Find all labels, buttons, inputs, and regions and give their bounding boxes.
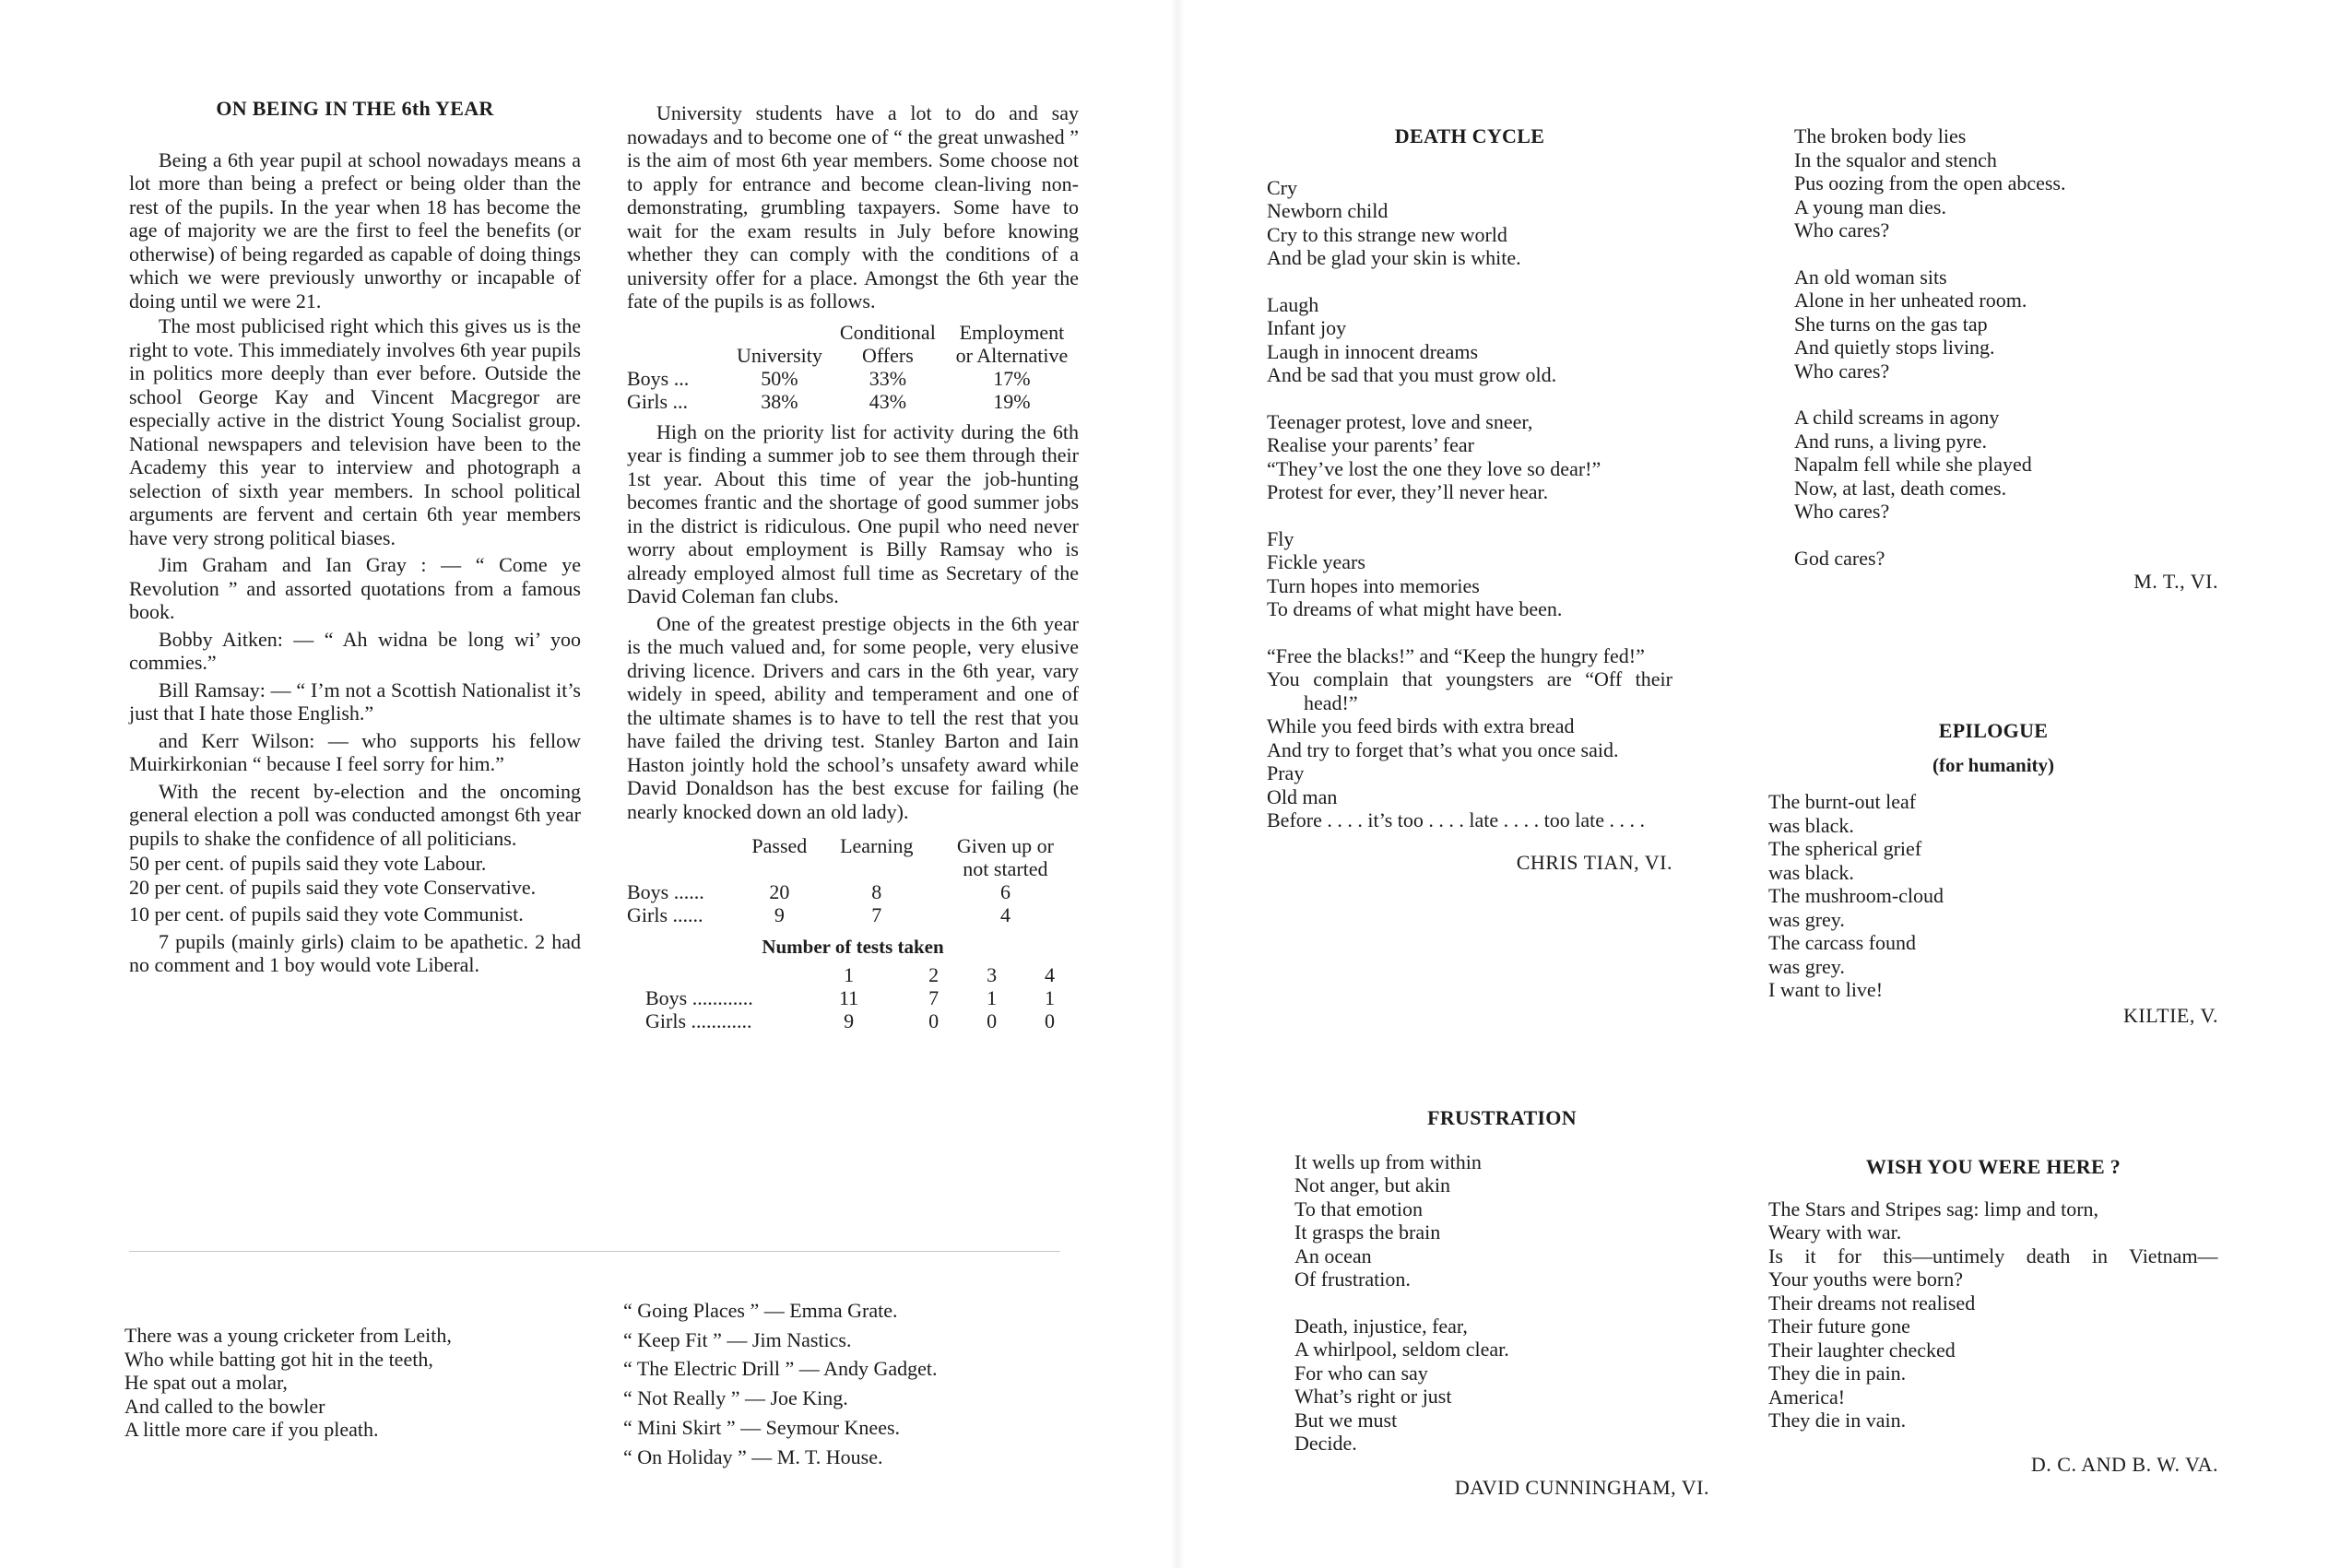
poem-line: She turns on the gas tap <box>1794 312 1988 336</box>
table-cell: 7 <box>928 985 940 1009</box>
poem-title: WISH YOU WERE HERE ? <box>1865 1155 2122 1178</box>
poem-line: was black. <box>1768 860 1854 884</box>
row-label: Boys ...... <box>627 880 704 903</box>
poem-line: Is it for this—untimely death in Vietnam— <box>1768 1244 2218 1267</box>
poem-line: The burnt-out leaf <box>1768 790 1917 813</box>
article-paragraph: University students have a lot to do and say nowadays and to become one of “ the great unwashed ” is the aim of most 6th year members. Some choose not to apply for entrance and become clean-living non-demonstrating, grumbling taxpayers. Some have to wait for the exam results in July before knowing whether they can comply with the conditions of a university offer for a place. Amongst the 6th year the fate of the pupils is as follows. <box>627 101 1079 312</box>
poem-line: Newborn child <box>1267 199 1389 222</box>
table-cell: 8 <box>871 880 882 903</box>
poem-line: Old man <box>1267 784 1338 808</box>
limerick-line: A little more care if you pleath. <box>124 1418 379 1441</box>
poem-line: America! <box>1768 1385 1846 1409</box>
poem-line: And quietly stops living. <box>1794 336 1995 359</box>
poem-author: D. C. AND B. W. VA. <box>2030 1452 2218 1476</box>
poem-line: Infant joy <box>1267 316 1347 339</box>
poem-line: In the squalor and stench <box>1794 147 1997 171</box>
poem-line: Alone in her unheated room. <box>1794 289 2027 312</box>
table-header: not started <box>963 857 1048 880</box>
table-cell: 9 <box>774 903 785 926</box>
table-cell: 11 <box>839 985 859 1009</box>
poem-stanza <box>1768 1197 2218 1432</box>
poem-line: Decide. <box>1294 1432 1357 1455</box>
poll-line: 50 per cent. of pupils said they vote Labour. <box>129 852 487 875</box>
poem-stanza <box>1794 124 2218 242</box>
poem-line: The mushroom-cloud <box>1768 884 1944 907</box>
table-header: Given up or <box>956 834 1054 857</box>
table-header-row <box>627 321 1079 344</box>
death-cycle-poem <box>1267 124 1672 874</box>
poem-line: And try to forget that’s what you once said. <box>1267 737 1619 761</box>
table-row <box>627 367 1079 390</box>
epilogue-poem <box>1768 719 2218 1027</box>
table-cell: 1 <box>987 985 998 1009</box>
poem-stanza <box>1267 293 1672 387</box>
poem-subtitle: (for humanity) <box>1932 753 2055 776</box>
poem-line: What’s right or just <box>1294 1385 1452 1408</box>
poem-line: The Stars and Stripes sag: limp and torn, <box>1768 1197 2099 1220</box>
table-cell: 1 <box>1045 985 1056 1009</box>
poem-line: An old woman sits <box>1794 265 1947 289</box>
table-header: Passed <box>751 834 808 857</box>
poem-line: And runs, a living pyre. <box>1794 429 1987 453</box>
poem-line: Not anger, but akin <box>1294 1173 1450 1197</box>
poem-line: Turn hopes into memories <box>1267 573 1480 597</box>
poem-line: Pus oozing from the open abcess. <box>1794 171 2066 195</box>
article-paragraph: With the recent by-election and the oncoming general election a poll was conducted amongst 6th year pupils to shake the confidence of all politicians. <box>129 779 581 850</box>
limerick-line: Who while batting got hit in the teeth, <box>124 1347 433 1371</box>
sixth-year-column-2 <box>627 101 1079 1032</box>
table-header: 3 <box>987 962 998 986</box>
table-header <box>728 321 831 344</box>
limerick <box>124 1324 585 1442</box>
table-cell: 9 <box>844 1008 855 1032</box>
table-header: or Alternative <box>955 343 1069 367</box>
poem-line: They die in vain. <box>1768 1409 1907 1432</box>
poem-line: It wells up from within <box>1294 1149 1482 1173</box>
table-header: University <box>736 343 822 367</box>
poem-line: Napalm fell while she played <box>1794 453 2032 476</box>
poem-line: was black. <box>1768 813 1854 837</box>
row-label: Girls ... <box>627 389 688 413</box>
poem-line: Fickle years <box>1267 550 1365 573</box>
article-paragraph: The most publicised right which this gives us is the right to vote. This immediately involves 6th year pupils in politics more deeply than ever before. Outside the school George Kay and Vincent Macgregor are especially active in the district Young Socialist group. National newspapers and television have been to the Academy this year to interview and photograph a selection of sixth year members. In school political arguments are fervent and certain 6th year members have very strong political biases. <box>129 314 581 549</box>
poem-title: EPILOGUE <box>1938 719 2049 742</box>
table-header-row <box>645 963 1079 986</box>
poem-line: And be glad your skin is white. <box>1267 246 1521 269</box>
table-cell: 20 <box>769 880 790 903</box>
row-label: Girls ............ <box>645 1008 752 1032</box>
quote-paragraph: Bobby Aitken: — “ Ah widna be long wi’ yoo commies.” <box>129 627 581 674</box>
poem-line: A child screams in agony <box>1794 406 2000 429</box>
poem-line: To that emotion <box>1294 1197 1423 1220</box>
quote-paragraph: Jim Graham and Ian Gray : — “ Come ye Revolution ” and assorted quotations from a famous book. <box>129 553 581 623</box>
book-title-line: “ Keep Fit ” — Jim Nastics. <box>623 1327 852 1351</box>
book-title-line: “ Going Places ” — Emma Grate. <box>623 1299 898 1322</box>
table-cell: 19% <box>993 389 1031 413</box>
quote-paragraph: and Kerr Wilson: — who supports his fellow Muirkirkonian “ because I feel sorry for him.” <box>129 728 581 775</box>
poem-line: Realise your parents’ fear <box>1267 433 1474 456</box>
table-cell: 0 <box>987 1008 998 1032</box>
table-row <box>645 986 1079 1009</box>
table-cell: 17% <box>993 366 1031 390</box>
poem-line: And be sad that you must grow old. <box>1267 363 1557 386</box>
table-header: Employment <box>959 320 1065 344</box>
university-fate-table <box>627 321 1079 413</box>
table-header-row <box>627 344 1079 367</box>
table-cell: 4 <box>999 903 1011 926</box>
frustration-poem <box>1294 1106 1709 1499</box>
table-row <box>645 1009 1079 1032</box>
table-header <box>738 857 821 880</box>
limerick-line: And called to the bowler <box>124 1394 325 1418</box>
row-label: Boys ............ <box>645 985 753 1009</box>
book-title-line: “ The Electric Drill ” — Andy Gadget. <box>623 1357 938 1381</box>
book-titles <box>623 1296 1084 1471</box>
article-paragraph: One of the greatest prestige objects in the 6th year is the much valued and, for some people, very elusive driving licence. Drivers and cars in the 6th year, vary widely in speed, ability and temperament and one of the ultimate shames is to have to tell the rest that you have failed the driving test. Stanley Barton and Iain Haston jointly hold the school’s unsafety award while David Donaldson has the best excuse for failing (he nearly knocked down an old lady). <box>627 611 1079 823</box>
table-header: 4 <box>1045 962 1056 986</box>
poem-line: Your youths were born? <box>1768 1267 1964 1291</box>
poem-stanza <box>1267 176 1672 270</box>
row-label: Boys ... <box>627 366 690 390</box>
table-cell: 7 <box>871 903 882 926</box>
poem-line: Death, injustice, fear, <box>1294 1314 1468 1338</box>
poem-line: Their future gone <box>1768 1315 1910 1338</box>
poem-line: God cares? <box>1794 546 1885 570</box>
poem-line: While you feed birds with extra bread <box>1267 714 1575 737</box>
poem-line: was grey. <box>1768 907 1845 931</box>
poem-line: Teenager protest, love and sneer, <box>1267 409 1533 433</box>
table-header: Offers <box>861 343 914 367</box>
poem-line: The spherical grief <box>1768 837 1922 860</box>
limerick-line: There was a young cricketer from Leith, <box>124 1324 452 1347</box>
poem-stanza <box>1267 644 1672 832</box>
poem-line: Laugh <box>1267 292 1319 316</box>
poem-line: Laugh in innocent dreams <box>1267 339 1479 363</box>
poem-line: Cry <box>1267 175 1297 199</box>
poem-author: DAVID CUNNINGHAM, VI. <box>1454 1475 1709 1499</box>
poem-line: I want to live! <box>1768 978 1884 1001</box>
poem-author: KILTIE, V. <box>2123 1003 2218 1027</box>
poem-line: “They’ve lost the one they love so dear!” <box>1267 456 1601 480</box>
sixth-year-column-1 <box>129 97 581 979</box>
poem-line: Their dreams not realised <box>1768 1291 1976 1315</box>
table-header: 1 <box>844 962 855 986</box>
table-cell: 43% <box>869 389 907 413</box>
poem-author: M. T., VI. <box>2133 570 2218 593</box>
poem-line: They die in pain. <box>1768 1362 1907 1385</box>
table-cell: 0 <box>1045 1008 1056 1032</box>
poll-line: 10 per cent. of pupils said they vote Communist. <box>129 902 524 925</box>
poem-line: The broken body lies <box>1794 124 1967 147</box>
page-gutter <box>1171 0 1184 1568</box>
table-row <box>627 903 1079 926</box>
book-title-line: “ Not Really ” — Joe King. <box>623 1386 848 1410</box>
table-cell: 38% <box>761 389 798 413</box>
table-header-row <box>627 834 1079 857</box>
poem-title: FRUSTRATION <box>1427 1106 1577 1129</box>
poem-line: You complain that youngsters are “Off their head!” <box>1267 667 1672 714</box>
poem-stanza <box>1294 1315 1709 1456</box>
table-header-row <box>627 857 1079 880</box>
section-divider <box>129 1251 1060 1252</box>
table-cell: 0 <box>928 1008 940 1032</box>
poem-line: A young man dies. <box>1794 195 1946 218</box>
who-cares-poem <box>1794 124 2218 594</box>
wish-you-were-here-poem <box>1768 1155 2218 1476</box>
poem-stanza <box>1794 406 2218 524</box>
poem-line: A whirlpool, seldom clear. <box>1294 1338 1509 1361</box>
poem-line: Protest for ever, they’ll never hear. <box>1267 480 1549 503</box>
tests-table-title: Number of tests taken <box>762 936 944 958</box>
table-row <box>627 880 1079 903</box>
poll-line: 20 per cent. of pupils said they vote Conservative. <box>129 875 537 899</box>
poem-line: The carcass found <box>1768 931 1917 954</box>
table-header: Conditional <box>839 320 936 344</box>
poem-stanza <box>1267 527 1672 621</box>
table-header <box>821 857 932 880</box>
poem-author: CHRIS TIAN, VI. <box>1516 850 1672 874</box>
poem-line: Fly <box>1267 526 1294 550</box>
row-label: Girls ...... <box>627 903 703 926</box>
poem-line: “Free the blacks!” and “Keep the hungry fed!” <box>1267 643 1645 667</box>
poem-line: Who cares? <box>1794 218 1890 242</box>
poem-line: Weary with war. <box>1768 1220 1902 1244</box>
poem-line: Pray <box>1267 761 1305 784</box>
article-title: ON BEING IN THE 6th YEAR <box>216 97 494 120</box>
poem-line: Cry to this strange new world <box>1267 222 1507 246</box>
poem-line: An ocean <box>1294 1244 1372 1267</box>
poem-line: Of frustration. <box>1294 1267 1411 1291</box>
table-cell: 33% <box>869 366 907 390</box>
table-cell: 50% <box>761 366 798 390</box>
table-row <box>627 390 1079 413</box>
poem-line: was grey. <box>1768 954 1845 978</box>
poem-stanza <box>1794 265 2218 383</box>
article-paragraph: High on the priority list for activity during the 6th year is finding a summer job to see them through their 1st year. About this time of year the job-hunting becomes frantic and the shortage of good summer jobs in the district is ridiculous. One pupil who need never worry about employment is Billy Ramsay who is already employed almost full time as Secretary of the David Coleman fan clubs. <box>627 419 1079 607</box>
limerick-line: He spat out a molar, <box>124 1371 288 1394</box>
quote-paragraph: Bill Ramsay: — “ I’m not a Scottish Nationalist it’s just that I hate those English.” <box>129 678 581 725</box>
poem-stanza <box>1294 1150 1709 1291</box>
table-cell: 6 <box>999 880 1011 903</box>
driving-test-table <box>627 834 1079 926</box>
table-header: 2 <box>928 962 940 986</box>
poem-stanza <box>1267 410 1672 504</box>
article-paragraph: Being a 6th year pupil at school nowadays means a lot more than being a prefect or being older than the rest of the pupils. In the year when 18 has become the age of majority we are the first to feel the benefits (or otherwise) of being regarded as capable of doing things which we were previously unworthy or incapable of doing until we were 21. <box>129 147 581 312</box>
table-header: Learning <box>840 834 914 857</box>
poem-line: Now, at last, death comes. <box>1794 476 2007 500</box>
poem-line: It grasps the brain <box>1294 1220 1441 1244</box>
poem-line: Who cares? <box>1794 359 1890 383</box>
poem-line: To dreams of what might have been. <box>1267 597 1563 620</box>
book-title-line: “ Mini Skirt ” — Seymour Knees. <box>623 1415 901 1439</box>
poem-line: Before . . . . it’s too . . . . late . . . . too late . . . . <box>1267 808 1645 831</box>
article-paragraph: 7 pupils (mainly girls) claim to be apathetic. 2 had no comment and 1 boy would vote Liberal. <box>129 929 581 976</box>
poem-line: Their laughter checked <box>1768 1338 1956 1362</box>
poem-line: But we must <box>1294 1408 1398 1432</box>
poem-line: For who can say <box>1294 1361 1428 1385</box>
poem-line: Who cares? <box>1794 500 1890 523</box>
poem-stanza <box>1794 547 2218 571</box>
tests-taken-table <box>645 963 1079 1032</box>
book-title-line: “ On Holiday ” — M. T. House. <box>623 1444 883 1468</box>
poem-title: DEATH CYCLE <box>1394 124 1545 147</box>
